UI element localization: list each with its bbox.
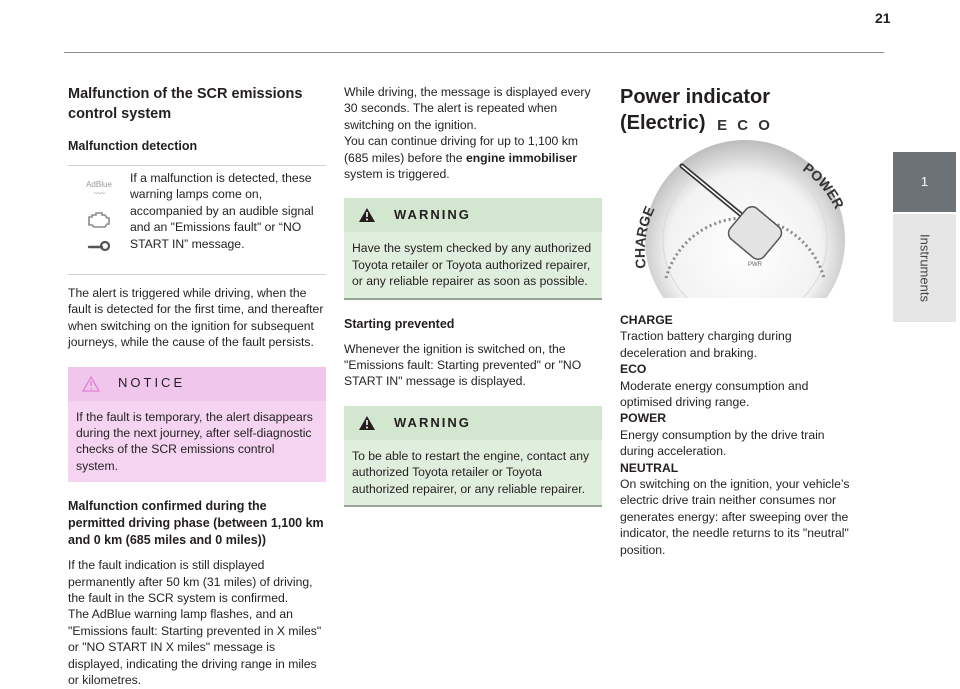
- gauge-eco-label: E C O: [717, 117, 773, 134]
- charge-text: Traction battery charging during deceleration and braking.: [620, 329, 792, 360]
- warning-lamps-box: [68, 165, 326, 275]
- section-title-scr: Malfunction of the SCR emissions control system: [68, 86, 303, 122]
- neutral-text: On switching on the ignition, your vehicle’s electric drive train neither consumes nor generates energy: after sweeping over the indicator, the needle returns to its "neutral" position.: [620, 477, 850, 557]
- warning-header-1: [344, 198, 602, 232]
- warning-lamps-icons: [68, 166, 130, 274]
- warning-label-2: WARNING: [394, 414, 471, 430]
- adblue-icon: AdBlue ~~~: [86, 180, 112, 198]
- engine-warning-icon: [87, 210, 111, 228]
- warning-triangle-icon: [358, 415, 376, 431]
- power-label: POWER: [620, 411, 667, 426]
- notice-label: NOTICE: [118, 375, 186, 391]
- warning-text-1: Have the system checked by any authorized Toyota retailer or Toyota authorized repairer, or any reliable repairer as soon as possible.: [352, 241, 592, 289]
- warning-box-2: [344, 406, 602, 507]
- column-left: [68, 84, 326, 689]
- heading-malfunction-confirmed: Malfunction confirmed during the permitted driving phase (between 1,100 km and 0 km (685 miles and 0 miles)): [68, 499, 324, 548]
- display-interval-paragraph: While driving, the message is displayed every 30 seconds. The alert is repeated when switching on the ignition.: [344, 85, 591, 132]
- power-text: Energy consumption by the drive train during acceleration.: [620, 427, 825, 459]
- alert-paragraph: The alert is triggered while driving, when the fault is detected for the first time, and thereafter when switching on the ignition for subsequent journeys, while the cause of the fault persists.: [68, 286, 324, 350]
- notice-triangle-icon: [82, 376, 100, 392]
- starting-prevented-paragraph: Whenever the ignition is switched on, the "Emissions fault: Starting prevented" or "NO START IN" message is displayed.: [344, 341, 582, 389]
- notice-header: [68, 367, 326, 401]
- column-middle: [344, 84, 602, 507]
- chapter-tab-label: Instruments: [917, 234, 932, 302]
- confirmed-paragraph-1: If the fault indication is still displayed permanently after 50 km (31 miles) of driving, the fault in the SCR system is confirmed.: [68, 558, 313, 606]
- header-divider: [64, 52, 884, 53]
- warning-header-2: [344, 406, 602, 440]
- gauge-charge-label: CHARGE: [631, 203, 658, 270]
- notice-text: If the fault is temporary, the alert disappears during the next journey, after self-diagnostic checks of the SCR emissions control system.: [76, 409, 313, 473]
- confirmed-paragraph-2: The AdBlue warning lamp flashes, and an "Emissions fault: Starting prevented in X miles" or "NO START IN X miles" message is displayed, indicating the driving range in miles or kilometres.: [68, 607, 322, 688]
- chapter-tab-number[interactable]: 1: [893, 152, 956, 212]
- eco-label: ECO: [620, 362, 647, 377]
- chapter-tab[interactable]: [893, 214, 956, 322]
- immobiliser-paragraph: You can continue driving for up to 1,100 km (685 miles) before the engine immobiliser system is triggered.: [344, 134, 578, 182]
- section-title-power-indicator: Power indicator (Electric): [620, 86, 771, 134]
- heading-starting-prevented: Starting prevented: [344, 316, 455, 331]
- heading-malfunction-detection: Malfunction detection: [68, 139, 198, 153]
- warning-label-1: WARNING: [394, 207, 471, 223]
- service-wrench-icon: [87, 240, 111, 252]
- gauge-pwr-label: PWR: [748, 262, 762, 268]
- page-number: 21: [875, 10, 891, 26]
- warning-box-1: [344, 198, 602, 299]
- mode-descriptions: [620, 312, 860, 558]
- eco-text: Moderate energy consumption and optimised driving range.: [620, 378, 809, 410]
- notice-box: [68, 367, 326, 483]
- power-indicator-gauge: [630, 108, 860, 298]
- warning-triangle-icon: [358, 207, 376, 223]
- warning-lamps-text: If a malfunction is detected, these warning lamps come on, accompanied by an audible signal and an "Emissions fault" or “NO START IN” message.: [130, 171, 314, 251]
- neutral-label: NEUTRAL: [620, 460, 679, 475]
- charge-label: CHARGE: [620, 313, 673, 327]
- warning-text-2: To be able to restart the engine, contact any authorized Toyota retailer or Toyota authorized repairer, or any reliable repairer.: [352, 448, 590, 496]
- gauge-power-label: POWER: [800, 159, 848, 212]
